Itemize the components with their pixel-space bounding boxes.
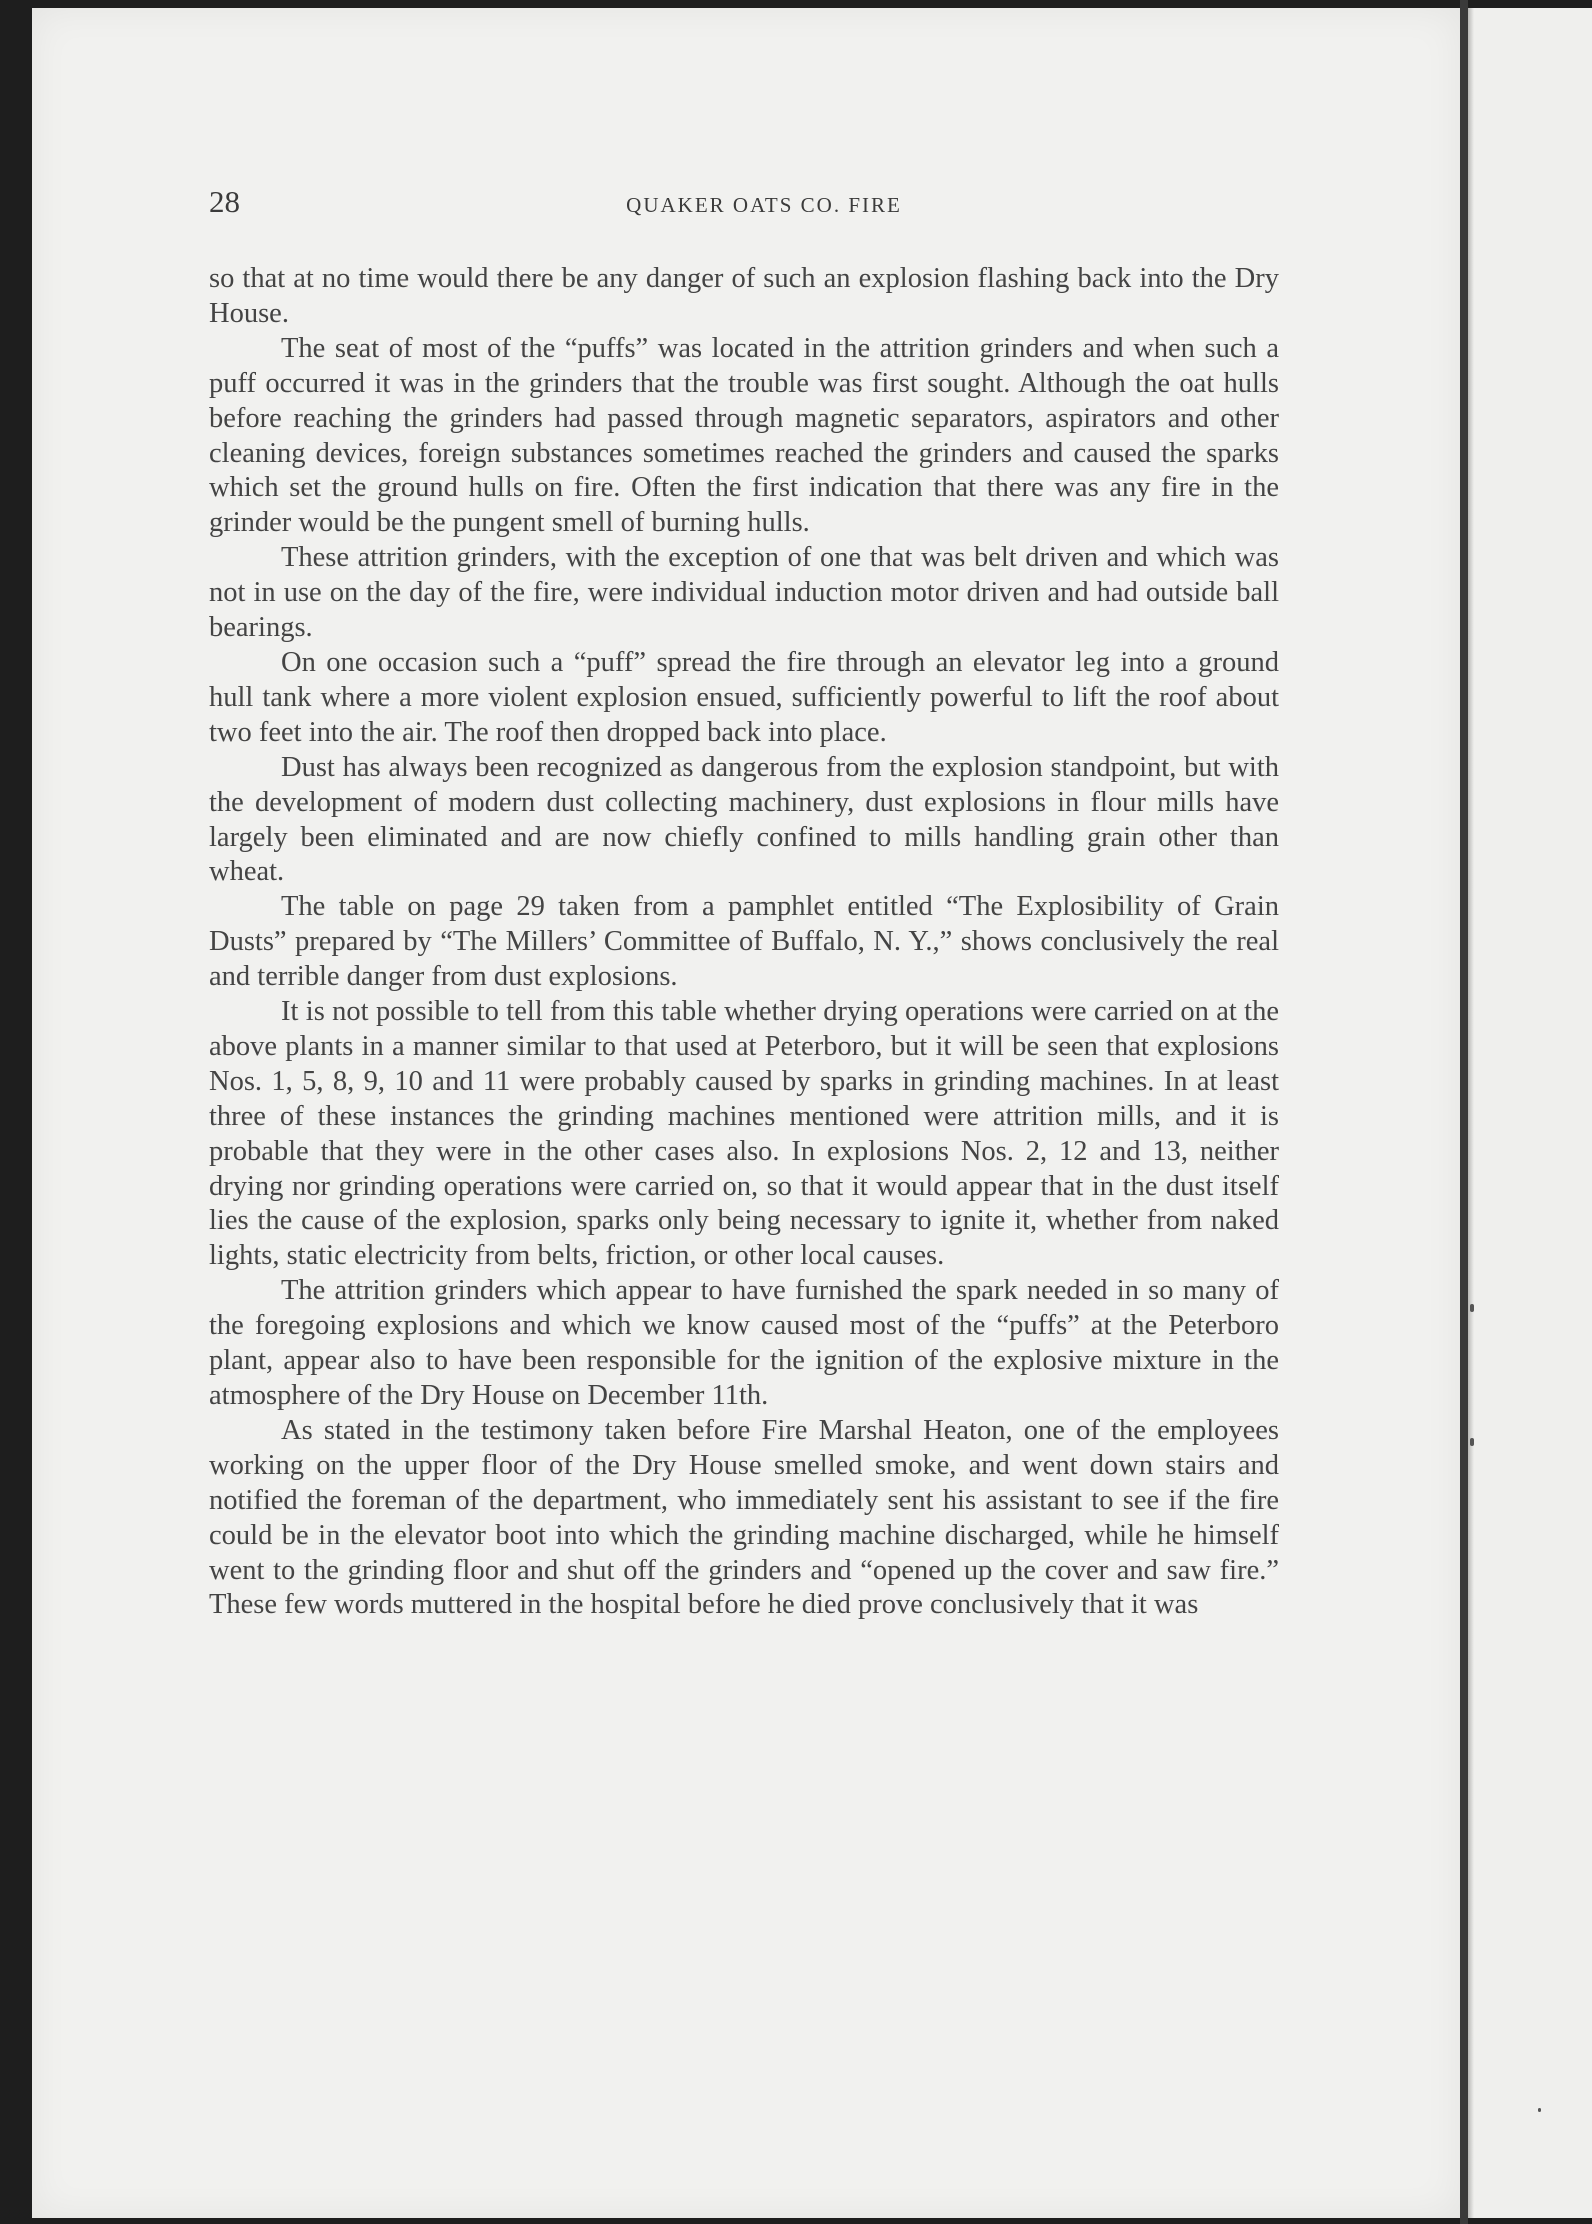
page-fold-shadow bbox=[1468, 8, 1474, 2218]
paragraph: The attrition grinders which appear to have furnished the spark needed in so many of the foregoing explosions and which we know caused most of the “puffs” at the Peterboro plant, appear also to have been responsible for the ignition of the explosive mixture in the atmosphere of the Dry House on December 11th. bbox=[209, 1275, 1279, 1411]
paragraph: As stated in the testimony taken before Fire Marshal Heaton, one of the employees working on the upper floor of the Dry House smelled smoke, and went down stairs and notified the foreman of the department, who immediately sent his assistant to see if the fire could be in the elevator boot into which the grinding machine discharged, while he himself went to the grinding floor and shut off the grinders and “opened up the cover and saw fire.” These few words muttered in the hospital before he died prove conclusively that it was bbox=[209, 1414, 1279, 1621]
paragraph: It is not possible to tell from this table whether drying operations were carried on at the above plants in a manner similar to that used at Peterboro, but it will be seen that explosions Nos. 1, 5, 8, 9, 10 and 11 were probably caused by sparks in grinding machines. In at least three of these instances the grinding machines mentioned were attrition mills, and it is probable that they were in the other cases also. In explosions Nos. 2, 12 and 13, neither drying nor grinding operations were carried on, so that it would appear that in the dust itself lies the cause of the explosion, sparks only being necessary to ignite it, whether from naked lights, static electricity from belts, friction, or other local causes. bbox=[209, 996, 1279, 1272]
paragraph-continued: so that at no time would there be any danger of such an explosion flashing back into the Dry House. bbox=[209, 263, 1279, 329]
running-header bbox=[209, 184, 1279, 224]
paragraph: The table on page 29 taken from a pamphlet entitled “The Explosibility of Grain Dusts” prepared by “The Millers’ Committee of Buffalo, N. Y.,” shows conclusively the real and terrible danger from dust explosions. bbox=[209, 891, 1279, 993]
scan-speck bbox=[1470, 1304, 1474, 1312]
paragraph: These attrition grinders, with the exception of one that was belt driven and which was not in use on the day of the fire, were individual induction motor driven and had outside ball bearings. bbox=[209, 542, 1279, 644]
scan-speck bbox=[1538, 2108, 1541, 2112]
paragraph: The seat of most of the “puffs” was located in the attrition grinders and when such a puff occurred it was in the grinders that the trouble was first sought. Although the oat hulls before reaching the grinders had passed through magnetic separators, aspirators and other cleaning devices, foreign substances sometimes reached the grinders and caused the sparks which set the ground hulls on fire. Often the first indication that there was any fire in the grinder would be the pungent smell of burning hulls. bbox=[209, 332, 1279, 539]
scan-speck bbox=[1470, 1438, 1474, 1446]
facing-page-edge bbox=[1468, 8, 1592, 2218]
paragraph: Dust has always been recognized as dangerous from the explosion standpoint, but with the development of modern dust collecting machinery, dust explosions in flour mills have largely been eliminated and are now chiefly confined to mills handling grain other than wheat. bbox=[209, 751, 1279, 888]
page-number: 28 bbox=[209, 184, 240, 219]
book-gutter bbox=[1460, 0, 1468, 2224]
body-text bbox=[209, 262, 1279, 1623]
paragraph: On one occasion such a “puff” spread the fire through an elevator leg into a ground hull tank where a more violent explosion ensued, sufficiently powerful to lift the roof about two feet into the air. The roof then dropped back into place. bbox=[209, 646, 1279, 748]
running-title: QUAKER OATS CO. FIRE bbox=[626, 193, 902, 217]
